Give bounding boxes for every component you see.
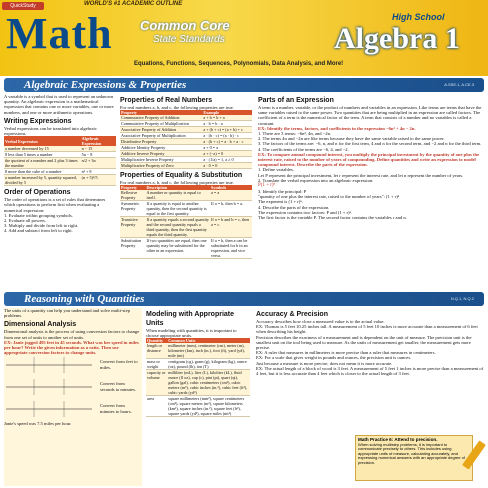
cell: mass or weight <box>146 359 167 370</box>
precision-text: Precision describes the exactness of a measurement and is dependent on the unit of measure. The precision unit is the smallest unit on the tool being used to measure. As the units of measurement get smaller, the measurement gets more precise. <box>256 334 472 351</box>
step: 4. The coefficients of the terms are −6, 4, and −2. <box>258 146 349 152</box>
middle-column <box>120 94 252 288</box>
modeling-heading: Modeling with Appropriate Units <box>146 311 235 327</box>
cell: If a quantity equals a second quantity and the second quantity equals a third quantity, then the first quantity equals the third quantity. <box>146 217 210 238</box>
subtitle-secondary: State Standards <box>153 34 225 45</box>
cell: millimeter (mm), centimeter (cm), meter (m), kilometer (km), inch (in.), foot (ft), yard (yd), mile (mi) <box>167 343 250 359</box>
step: 1. There are 3 terms: −6n², 4n, and −2n. <box>258 131 332 137</box>
cell: n − 15 <box>81 146 116 152</box>
formula: P(1 + r)ⁿ <box>258 183 276 189</box>
cell: a number decreased by 15 <box>4 146 81 152</box>
cell: Additive Inverse Property <box>120 151 202 157</box>
brand-logo: QuickStudy <box>2 2 44 10</box>
section-header-expressions <box>4 78 484 92</box>
table-row <box>146 370 250 396</box>
cell: n/2 + 3n <box>81 158 116 169</box>
cell: a + 0 = a <box>202 145 252 151</box>
cell: length or distance <box>146 343 167 359</box>
cell: Commutative Property of Addition <box>120 115 202 121</box>
table-row <box>120 217 252 238</box>
table-row <box>120 238 252 259</box>
table-row <box>120 163 252 169</box>
subtitle: Common Core <box>140 18 230 33</box>
order-of-operations-heading: Order of Operations <box>4 189 71 197</box>
cell: If a = b, then b = a. <box>210 201 252 217</box>
units-text: The units of a quantity can help you understand and solve multi-step problems. <box>4 308 130 319</box>
cell: Associative Property of Multiplication <box>120 133 202 139</box>
conversion-row <box>4 377 142 399</box>
cell: a · (b · c) = (a · b) · c <box>202 133 252 139</box>
conversion-label: Convert from feet to miles. <box>100 359 138 370</box>
topics-description: Equations, Functions, Sequences, Polynomials, Data Analysis, and More! <box>134 61 344 67</box>
conversion-fractions <box>4 377 94 397</box>
cell: Symmetric Property <box>120 201 145 217</box>
cell: Associative Property of Addition <box>120 127 202 133</box>
cell: (n + 5)²/5 <box>81 175 116 186</box>
cell: square millimeters (mm²), square centimeters (cm²), square meters (m²), square kilometers (km²), square inches (in.²), square feet (ft²), square yards (yd²), square miles (mi²) <box>167 396 250 417</box>
col-header: Quantity <box>146 338 167 343</box>
cell: a · (1/a) = 1, a ≠ 0 <box>202 157 252 163</box>
table-row <box>146 396 250 417</box>
cell: Commutative Property of Multiplication <box>120 121 202 127</box>
step: The expression contains two factors: P and (1 + r)ⁿ. <box>258 209 353 215</box>
cell: centigram (cg), gram (g), kilogram (kg), ounce (oz), pound (lb), ton (T) <box>167 359 250 370</box>
dimensional-analysis-heading: Dimensional Analysis <box>4 321 77 329</box>
cell: Additive Identity Property <box>120 145 202 151</box>
col-header: Symbols <box>210 185 252 190</box>
section-title: Algebraic Expressions & Properties <box>24 79 187 91</box>
properties-heading: Properties of Real Numbers <box>120 97 213 104</box>
col-header: Algebraic Expression <box>81 136 116 146</box>
cell: Multiplicative Inverse Property <box>120 157 202 163</box>
right-column <box>258 94 484 288</box>
note-text: Just because a measure is more precise, does not mean it is more accurate. <box>256 360 393 366</box>
cell: If two quantities are equal, then one quantity may be substituted for the other in an expression. <box>145 238 210 259</box>
step: The first factor is the variable P. The second factor contains the variables r and n. <box>258 215 407 221</box>
example: EX: Janie jogged 495 feet in 45 seconds. What was her speed in miles per hour? Write the given information as a ratio. Then use appropriate conversion factors to change units. <box>4 339 139 356</box>
cell: a · b = b · a <box>202 121 252 127</box>
dimensional-analysis-text: Dimensional analysis is the process of using conversion factors to change from one set of units to another set of units. <box>4 329 140 340</box>
standard-code: N.Q.1, N.Q.2 <box>450 296 474 301</box>
equality-text: For real numbers a, b, and c, the following properties are true. <box>120 180 234 186</box>
example: EX: To compare annual compound interest, you multiply the principal investment by the quantity of one plus the interest rate, raised to the number of years of compounding. Define quantities and write an expression to model compound interest. Describe the parts of the expression. <box>258 151 480 168</box>
step: 3. The factors of the terms are: −6, n, and n for the first term, 4 and n for the second term, and −2 and n for the third term. <box>258 141 482 147</box>
step: 4. Describe the parts of the expression. <box>258 204 330 210</box>
step: "quantity of one plus the interest rate, raised to the number of years": (1 + r)ⁿ <box>258 194 400 200</box>
cell: the quotient of a number and 2 plus 3 times the number <box>4 158 81 169</box>
step: 2. Evaluate all powers. <box>4 218 46 224</box>
cell: n³ + 8 <box>81 169 116 175</box>
example: EX: Thomas is 5 feet 10.25 inches tall. A measurement of 5 feet 10 inches is more accurate than a measurement of 6 feet when describing his height. <box>256 324 478 335</box>
cell: Transitive Property <box>120 217 145 238</box>
header <box>0 0 488 76</box>
step: 1. Define variables. <box>258 167 294 173</box>
cell: a number increased by 5, quantity squared, divided by 5 <box>4 175 81 186</box>
cell: a · (b + c) = a · b + a · c <box>202 139 252 145</box>
col-header: Example <box>202 110 252 115</box>
table-row <box>120 201 252 217</box>
table-row <box>146 343 250 359</box>
properties-text: For real numbers a, b, and c, the following properties are true. <box>120 105 234 110</box>
section-header-reasoning <box>4 292 484 306</box>
example: EX: The actual length of a block of wood is 3 feet. A measurement of 5 feet 1 inches is more precise than a measurement of 4 feet, but it is less accurate than 4 feet which is closer to the actual length of 3 feet. <box>256 365 484 377</box>
cell: area <box>146 396 167 417</box>
col-header: Property <box>120 185 145 190</box>
accuracy-text: Accuracy describes how close a measured value is to the actual value. <box>256 319 385 324</box>
example: EX: For a scale that gives weight in pounds and ounces, the precision unit is ounces. <box>256 355 412 361</box>
accuracy-heading: Accuracy & Precision <box>256 311 328 318</box>
math-practice-text: When solving multistep problems, it is important to communicate precisely to others. This includes using appropriate units of measure, calculating accurately, and expressing numerical answers with an appropriate degree of precision. <box>358 441 465 465</box>
cell: a · 0 = 0 <box>202 163 252 169</box>
standard-code: A.SSE.1, A.CE.3 <box>444 82 474 87</box>
cell: 8 less than 5 times a number <box>4 152 81 158</box>
cell: Reflexive Property <box>120 190 145 201</box>
brand-tagline: WORLD'S #1 ACADEMIC OUTLINE <box>84 1 183 7</box>
verbal-algebraic-table <box>4 136 116 186</box>
col-header: Property <box>120 110 202 115</box>
conversion-fractions <box>4 355 94 375</box>
example: EX: Identify the terms, factors, and coefficients in the expression −6n² + 4n − 2n. <box>258 125 416 131</box>
cell: If a = b and b = c, then a = c. <box>210 217 252 238</box>
col-header: Verbal Expression <box>4 136 81 146</box>
cell: 8 more than the cube of a number <box>4 169 81 175</box>
properties-table <box>120 110 252 169</box>
equality-table <box>120 185 252 259</box>
step: The exponent is (1 + r)ⁿ. <box>258 199 303 205</box>
modeling-units-column <box>146 308 250 486</box>
parts-text: A term is a number, variable, or the product of numbers and variables in an expression. Like terms are terms that have the same variables raised to the same power. Two quantities that are being multiplied in an expression are called factors. The coefficient of a term is the numerical factor of the term. A term that consists of a number and no variables is called a constant. <box>258 105 482 126</box>
units-table <box>146 338 250 417</box>
table-row <box>146 359 250 370</box>
conversion-label: Convert from seconds to minutes. <box>100 381 137 392</box>
cell: a = a <box>210 190 252 201</box>
table-row <box>4 175 116 186</box>
equality-heading: Properties of Equality & Substitution <box>120 172 243 180</box>
conversion-label: Convert from minutes to hours. <box>100 403 132 414</box>
accuracy-precision-column <box>256 308 484 434</box>
step: 4. Add and subtract from left to right. <box>4 228 73 234</box>
example: EX: A ruler that measures in millimeters is more precise than a ruler that measures in centimeters. <box>256 350 436 356</box>
cell: a + b = b + a <box>202 115 252 121</box>
step: 2. Translate the verbal expression into an algebraic expression. <box>258 177 374 183</box>
table-row <box>120 190 252 201</box>
cell: Multiplicative Property of Zero <box>120 163 202 169</box>
cell: 5n − 8 <box>81 152 116 158</box>
course-title: Algebra 1 <box>334 22 460 55</box>
cell: If a quantity is equal to another quantity, then the second quantity is equal to the first quantity. <box>145 201 210 217</box>
step: 1. Evaluate within grouping symbols. <box>4 212 73 218</box>
cell: capacity or volume <box>146 370 167 396</box>
math-practice-box <box>355 435 473 481</box>
section-title: Reasoning with Quantities <box>24 293 145 305</box>
writing-expressions-heading: Writing Expressions <box>4 117 72 125</box>
cell: If a = b, then a can be substituted for b in an expression, and vice versa. <box>210 238 252 259</box>
cell: milliliter (mL), liter (L), kiloliter (kL), fluid ounce (fl oz), cup (c), pint (pt), quart (qt), gallon (gal), cubic centimeters (cm³), cubic meters (m³), cubic inches (in.³), cubic feet (ft³), cubic yards (yd³) <box>167 370 250 396</box>
step: 3. Identify the principal: P <box>258 189 307 195</box>
cell: a + (b + c) = (a + b) + c <box>202 127 252 133</box>
left-column <box>4 94 116 288</box>
variable-intro: A variable is a symbol that is used to represent an unknown quantity. An algebraic expression is a mathematical expression that contains one or more variables, one or more numbers, and one or more arithmetic operations. <box>4 94 114 115</box>
parts-heading: Parts of an Expression <box>258 97 334 104</box>
col-header: Common Units <box>167 338 250 343</box>
conversion-row <box>4 355 142 377</box>
cell: Distributive Property <box>120 139 202 145</box>
cell: A number or quantity is equal to itself. <box>145 190 210 201</box>
col-header: Description <box>145 185 210 190</box>
cell: a + (−a) = 0 <box>202 151 252 157</box>
conversion-row <box>4 399 142 421</box>
modeling-text: When modeling with quantities, it is important to choose appropriate units. <box>146 328 237 339</box>
table-row <box>4 158 116 169</box>
level-label: High School <box>392 12 445 22</box>
math-practice-heading: Math Practice 6: Attend to precision. <box>358 437 438 442</box>
page-title: Math <box>6 9 113 58</box>
cell: Substitution Property <box>120 238 145 259</box>
step: 3. Multiply and divide from left to right. <box>4 223 79 229</box>
step: Let P represent the principal investment, let r represent the interest rate, and let n represent the number of years. <box>258 172 464 178</box>
step: 2. The terms 4n and −2n are like terms because they have the same variable raised to the same power. <box>258 136 445 142</box>
conversion-fractions <box>4 399 94 419</box>
dimensional-analysis-column <box>4 308 142 486</box>
writing-expressions-text: Verbal expressions can be translated into algebraic expressions. <box>4 125 97 137</box>
order-of-operations-text: The order of operations is a set of rules that determines which operations to perform first when evaluating a numerical expression: <box>4 197 106 213</box>
result-text: Janie's speed was 7.5 miles per hour. <box>4 421 72 427</box>
